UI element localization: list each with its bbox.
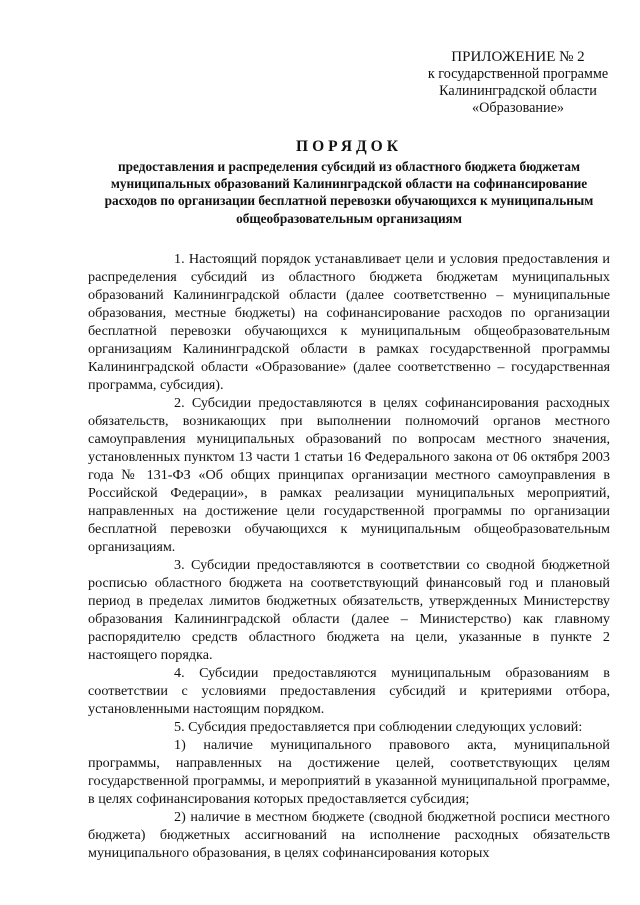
document-body [88, 250, 610, 862]
appendix-line: к государственной программе [427, 66, 609, 82]
paragraph [88, 664, 610, 718]
paragraph [88, 394, 610, 556]
paragraph-text: Субсидия предоставляется при соблюдении следующих условий: [188, 719, 583, 735]
paragraph [88, 718, 610, 736]
list-item-text: наличие муниципального правового акта, муниципальной программы, направленных на достижение целей, соответствующих целям государственной программы, и мероприятий в указанной муниципальной программе, в целях софинансирования которых предоставляется субсидия; [88, 737, 610, 807]
paragraph [88, 556, 610, 664]
paragraph-number: 3. [174, 557, 185, 573]
document-subtitle: предоставления и распределения субсидий из областного бюджета бюджетам муниципальных образований Калининградской области на софинансирование расходов по организации бесплатной перевозки обучающихся к муниципальным общеобразовательным организациям [104, 159, 594, 226]
list-item [88, 736, 610, 808]
appendix-line: Калининградской области [439, 83, 597, 99]
appendix-line: «Образование» [472, 100, 564, 116]
list-item-number: 1) [174, 737, 186, 753]
document-title: ПОРЯДОК [296, 138, 402, 155]
appendix-header [408, 49, 628, 117]
document-heading [88, 136, 610, 227]
appendix-title: ПРИЛОЖЕНИЕ № 2 [451, 49, 585, 65]
paragraph-number: 5. [174, 719, 185, 735]
list-item-text: наличие в местном бюджете (сводной бюджетной росписи местного бюджета) бюджетных ассигнований на исполнение расходных обязательств муниципального образования, в целях софинансирования которых [88, 809, 610, 861]
paragraph-text: Субсидии предоставляются муниципальным образованиям в соответствии с условиями предоставления субсидий и критериями отбора, установленными настоящим порядком. [88, 665, 610, 717]
paragraph-number: 4. [174, 665, 185, 681]
paragraph [88, 250, 610, 394]
paragraph-text: Субсидии предоставляются в соответствии со сводной бюджетной росписью областного бюджета на соответствующий финансовый год и плановый период в пределах лимитов бюджетных обязательств, утвержденных Министерству образования Калининградской области (далее – Министерство) как главному распорядителю средств областного бюджета на цели, указанные в пункте 2 настоящего порядка. [88, 557, 610, 663]
paragraph-number: 2. [174, 395, 185, 411]
list-item-number: 2) [174, 809, 186, 825]
paragraph-number: 1. [174, 251, 185, 267]
paragraph-text: Субсидии предоставляются в целях софинансирования расходных обязательств, возникающих при выполнении полномочий органов местного самоуправления муниципальных образований по вопросам местного значения, установленных пунктом 13 части 1 статьи 16 Федерального закона от 06 октября 2003 года № 131-ФЗ «Об общих принципах организации местного самоуправления в Российской Федерации», в рамках реализации муниципальных мероприятий, направленных на достижение цели государственной программы по организации бесплатной перевозки обучающихся к муниципальным общеобразовательным организациям. [88, 395, 610, 555]
paragraph-text: Настоящий порядок устанавливает цели и условия предоставления и распределения субсидий из областного бюджета бюджетам муниципальных образований Калининградской области (далее соответственно – муниципальные образования, местные бюджеты) на софинансирование расходов по организации бесплатной перевозки обучающихся к муниципальным общеобразовательным организациям Калининградской области в рамках государственной программы Калининградской области «Образование» (далее соответственно – государственная программа, субсидия). [88, 251, 610, 393]
list-item [88, 808, 610, 862]
